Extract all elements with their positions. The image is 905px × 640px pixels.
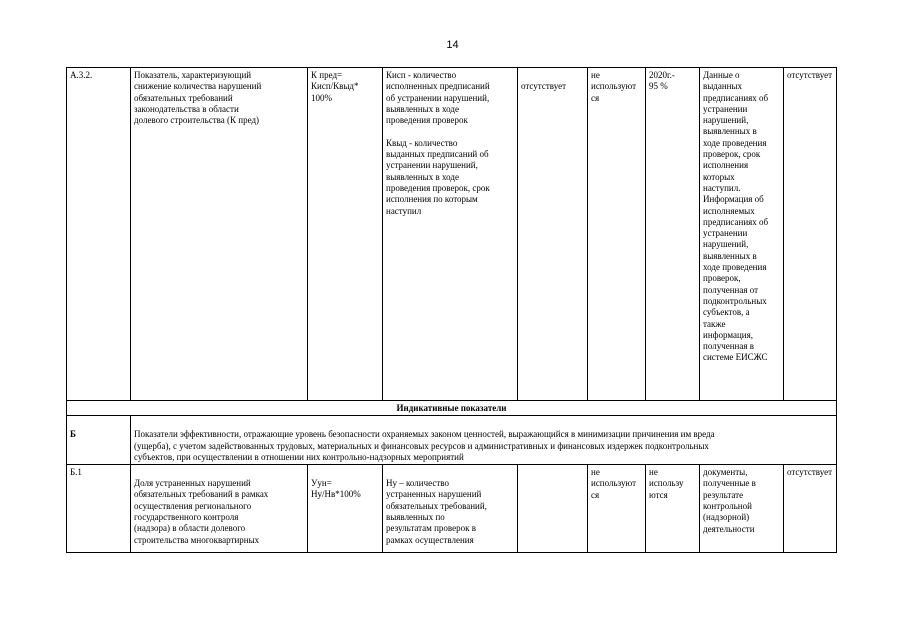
text-line: нарушений, bbox=[703, 115, 749, 126]
text-line: не bbox=[591, 467, 600, 478]
text-line: проверок, срок bbox=[703, 149, 761, 160]
text-line: выявленных в ходе bbox=[386, 171, 459, 182]
cell-code: А.3.2. bbox=[67, 68, 131, 401]
text-line: ходе проведения bbox=[703, 137, 767, 148]
cell-code: Б bbox=[67, 416, 131, 465]
text-line: об устранении нарушений, bbox=[386, 92, 490, 103]
text-line: снижение количества нарушений bbox=[134, 81, 262, 92]
text-line: отсутствует bbox=[787, 467, 833, 478]
text-line: Кисп - количество bbox=[386, 70, 457, 80]
cell-formula bbox=[308, 465, 383, 553]
cell-code: Б.1 bbox=[67, 465, 131, 553]
text-line: Доля устраненных нарушений bbox=[134, 478, 251, 489]
text-line: деятельности bbox=[703, 523, 755, 534]
text-line: (надзорной) bbox=[703, 512, 750, 523]
cell-description bbox=[383, 465, 518, 553]
text-line: устраненных нарушений bbox=[386, 489, 482, 500]
cell-col6 bbox=[588, 465, 646, 553]
cell-col7 bbox=[646, 68, 700, 401]
cell-description bbox=[383, 68, 518, 401]
text-line: (ущерба), с учетом задействованных трудовых, материальных и финансовых ресурсов и административных и финансовых издержек подконтрольных bbox=[134, 440, 709, 451]
text-line: результатам проверок в bbox=[386, 523, 476, 534]
text-line: законодательства в области bbox=[134, 103, 239, 114]
table-row-b bbox=[67, 416, 837, 465]
text-line: проверок, bbox=[703, 273, 741, 284]
text-line: подконтрольных bbox=[703, 295, 767, 306]
cell-indicator-name bbox=[131, 68, 308, 401]
text-line: Данные о bbox=[703, 70, 740, 80]
text-line: системе ЕИСЖС bbox=[703, 352, 768, 363]
text-line: используют bbox=[591, 478, 637, 489]
text-line: контрольной bbox=[703, 501, 752, 512]
text-line: полученная в bbox=[703, 341, 754, 352]
text-line: проведения проверок bbox=[386, 115, 468, 126]
text-line: документы, bbox=[703, 467, 748, 478]
text-line: также bbox=[703, 318, 726, 329]
cell-section-description bbox=[131, 416, 837, 465]
text-line: обязательных требований bbox=[134, 92, 233, 103]
text-line: Показатель, характеризующий bbox=[134, 70, 252, 80]
text-line: Уун= bbox=[311, 478, 332, 489]
section-heading-row bbox=[67, 401, 837, 416]
cell-col9 bbox=[784, 68, 837, 401]
text-line: проведения проверок, срок bbox=[386, 182, 490, 193]
text-line: полученные в bbox=[703, 478, 756, 489]
text-line: осуществления регионального bbox=[134, 500, 252, 511]
text-line: устранении bbox=[703, 103, 748, 114]
cell-col5 bbox=[518, 465, 588, 553]
text-line: исполнения по которым bbox=[386, 194, 478, 205]
text-line: Квыд - количество bbox=[386, 137, 458, 148]
text-line: строительства многоквартирных bbox=[134, 534, 260, 545]
text-line: выданных bbox=[703, 81, 743, 92]
text-line: государственного контроля bbox=[134, 512, 239, 523]
text-line: Кисп/Квыд* bbox=[311, 81, 359, 92]
cell-col5 bbox=[518, 68, 588, 401]
text-line: обязательных требований в рамках bbox=[134, 489, 269, 500]
section-heading: Индикативные показатели bbox=[67, 401, 837, 416]
text-line: 2020г.- bbox=[649, 70, 675, 80]
text-line: долевого строительства (К пред) bbox=[134, 115, 260, 126]
text-line: обязательных требований, bbox=[386, 500, 487, 511]
text-line: субъектов, при осуществлении в отношении них контрольно-надзорных мероприятий bbox=[134, 451, 464, 462]
text-line: Показатели эффективности, отражающие уровень безопасности охраняемых законом ценностей, выражающийся в минимизации причинения им вреда bbox=[134, 429, 715, 440]
text-line: исполненных предписаний bbox=[386, 81, 490, 92]
text-line: использу bbox=[649, 478, 684, 489]
text-line: ся bbox=[591, 489, 600, 500]
text-line: рамках осуществления bbox=[386, 534, 474, 545]
cell-data-source bbox=[700, 465, 784, 553]
text-line: результате bbox=[703, 489, 744, 500]
text-line: отсутствует bbox=[521, 81, 567, 91]
indicator-table bbox=[66, 67, 837, 553]
text-line: предписаниях об bbox=[703, 216, 769, 227]
text-line: (надзора) в области долевого bbox=[134, 523, 246, 534]
text-line: ходе проведения bbox=[703, 262, 767, 273]
table-row-a32 bbox=[67, 68, 837, 401]
text-line: полученная от bbox=[703, 284, 759, 295]
text-line: предписаниях об bbox=[703, 92, 769, 103]
text-line: не bbox=[591, 70, 600, 80]
text-line: выданных предписаний об bbox=[386, 149, 489, 160]
text-line: которых bbox=[703, 171, 735, 182]
cell-formula bbox=[308, 68, 383, 401]
text-line: устранении bbox=[703, 228, 748, 239]
text-line: исполнения bbox=[703, 160, 749, 171]
text-line: ся bbox=[591, 92, 600, 103]
text-line: устранении нарушений, bbox=[386, 160, 478, 171]
text-line: используют bbox=[591, 81, 637, 92]
text-line: К пред= bbox=[311, 70, 343, 80]
cell-col9 bbox=[784, 465, 837, 553]
text-line: субъектов, а bbox=[703, 307, 750, 318]
table-row-b1 bbox=[67, 465, 837, 553]
text-line: выявленных в bbox=[703, 250, 757, 261]
text-line: выявленных в bbox=[703, 126, 757, 137]
text-line: ются bbox=[649, 489, 668, 500]
text-line: 95 % bbox=[649, 81, 668, 92]
text-line: не bbox=[649, 467, 658, 478]
text-line: выявленных в ходе bbox=[386, 103, 459, 114]
page-number: 14 bbox=[446, 39, 459, 51]
cell-col6 bbox=[588, 68, 646, 401]
cell-data-source bbox=[700, 68, 784, 401]
text-line: наступил. bbox=[703, 182, 741, 193]
text-line: информация, bbox=[703, 329, 753, 340]
text-line: выявленных по bbox=[386, 512, 445, 523]
cell-col7 bbox=[646, 465, 700, 553]
text-line: наступил bbox=[386, 205, 422, 216]
text-line: Ну/Нв*100% bbox=[311, 489, 361, 500]
text-line: Ну – количество bbox=[386, 478, 449, 489]
text-line: нарушений, bbox=[703, 239, 749, 250]
text-line: отсутствует bbox=[787, 70, 833, 80]
cell-indicator-name bbox=[131, 465, 308, 553]
text-line: 100% bbox=[311, 92, 332, 103]
text-line: Информация об bbox=[703, 194, 764, 205]
text-line: исполняемых bbox=[703, 205, 755, 216]
